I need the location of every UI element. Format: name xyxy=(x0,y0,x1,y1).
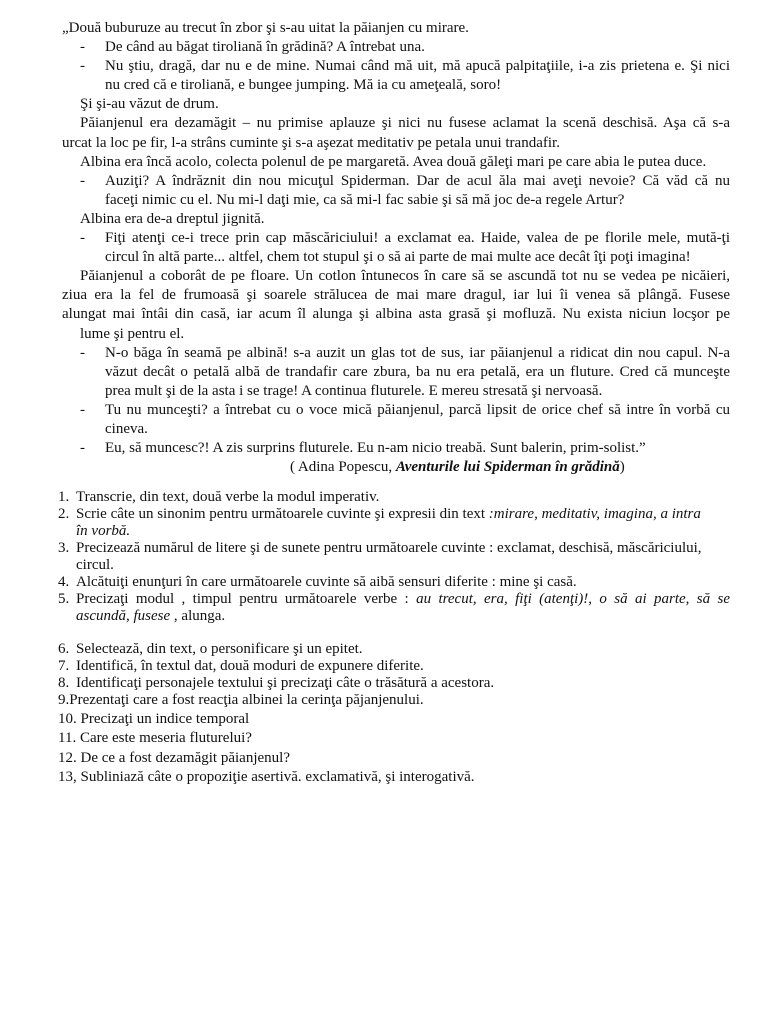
dialogue-text: Eu, să muncesc?! A zis surprins fluturele. Eu n-am nicio treabă. Sunt balerin, prim-solist.” xyxy=(105,440,646,457)
dialogue-text: Auziţi? A îndrăznit din nou micuţul Spiderman. Dar de acul ăla mai aveţi nevoie? Că văd că nu xyxy=(105,172,730,189)
question-number: 3. xyxy=(58,540,70,556)
dialogue-line xyxy=(62,57,730,76)
question-item: 13, Subliniază câte o propoziţie asertivă. exclamativă, şi interogativă. xyxy=(58,769,475,786)
question-item xyxy=(58,489,730,506)
dialogue-dash: - xyxy=(80,344,85,361)
dialogue-line xyxy=(62,172,730,191)
dialogue-continuation: circul în altă parte... altfel, chem tot stupul şi o să ai parte de mai multe ace decât îţi poţi imagina! xyxy=(105,249,691,266)
question-text: , alunga. xyxy=(170,608,226,624)
dialogue-text: Tu nu munceşti? a întrebat cu o voce mică păianjenul, parcă lipsit de orice chef să intre în vorbă cu xyxy=(105,401,730,418)
dialogue-text: De când au băgat tiroliană în grădină? A întrebat una. xyxy=(105,39,425,56)
question-number: 6. xyxy=(58,641,70,657)
questions-part-3 xyxy=(58,710,730,788)
question-number: 5. xyxy=(58,591,70,607)
dialogue-line xyxy=(62,401,730,420)
source-author: ( Adina Popescu, xyxy=(290,459,396,476)
question-item xyxy=(58,574,730,591)
question-item: 11. Care este meseria fluturelui? xyxy=(58,730,252,747)
question-continuation: circul. xyxy=(76,557,114,573)
questions-part-2 xyxy=(58,641,730,709)
story-line: ziua era la fel de frumoasă şi soarele strălucea de mai mare dragul, iar lui îi venea să plângă. Fusese xyxy=(62,287,730,304)
question-number: 1. xyxy=(58,489,70,505)
question-continuation xyxy=(58,523,730,540)
story-line: Şi şi-au văzut de drum. xyxy=(80,96,219,113)
story-line: Păianjenul era dezamăgit – nu primise aplauze şi nici nu fusese aclamat la scenă deschisă. Aşa că s-a xyxy=(80,115,730,132)
question-item xyxy=(58,658,730,675)
dialogue-continuation: prea mult şi de la asta i se trage! A continua fluturele. E mereu stresată şi nervoasă. xyxy=(105,382,603,399)
dialogue-line xyxy=(62,439,730,458)
questions-part-1 xyxy=(58,489,730,625)
question-item xyxy=(58,641,730,658)
dialogue-line xyxy=(62,229,730,248)
story-line: Albina era de-a dreptul jignită. xyxy=(80,210,265,227)
question-text: Alcătuiţi enunţuri în care următoarele cuvinte să aibă sensuri diferite : mine şi casă. xyxy=(76,574,577,590)
dialogue-continuation: cineva. xyxy=(105,420,148,437)
question-emphasis: ascundă, fusese xyxy=(76,608,171,624)
question-emphasis: au trecut, era, fiţi (atenţi)!, o să ai parte, să se xyxy=(416,591,730,607)
question-text: Precizaţi modul , timpul pentru următoarele verbe : xyxy=(76,591,417,607)
question-text: Identifică, în textul dat, două moduri de expunere diferite. xyxy=(76,658,424,674)
question-item xyxy=(58,591,730,608)
source-attribution xyxy=(62,458,730,477)
question-item xyxy=(58,506,730,523)
question-emphasis: :mirare, meditativ, imagina, a intra xyxy=(488,506,701,522)
question-number: 7. xyxy=(58,658,70,674)
question-item: 9.Prezentaţi care a fost reacţia albinei la cerinţa păjanjenului. xyxy=(58,692,424,708)
dialogue-dash: - xyxy=(80,172,85,189)
dialogue-dash: - xyxy=(80,39,85,56)
dialogue-line xyxy=(62,344,730,363)
question-continuation xyxy=(58,608,730,625)
dialogue-dash: - xyxy=(80,440,85,457)
story-line: lume şi pentru el. xyxy=(80,325,185,342)
question-text: Selectează, din text, o personificare şi un epitet. xyxy=(76,641,363,657)
book-title: Aventurile lui Spiderman în grădină xyxy=(395,459,620,476)
dialogue-text: Fiţi atenţi ce-i trece prin cap măscăriciului! a exclamat ea. Haide, valea de pe florile mele, mută-ţi xyxy=(105,230,730,247)
dialogue-line xyxy=(62,38,730,57)
question-item xyxy=(58,675,730,692)
question-number: 4. xyxy=(58,574,70,590)
story-line: alungat mai întâi din casă, iar acum îl alunga şi albina asta grasă şi mofluză. Nu exista niciun locşor pe xyxy=(62,306,730,323)
question-emphasis: în vorbă. xyxy=(76,523,131,539)
question-number: 2. xyxy=(58,506,70,522)
dialogue-continuation: văzut decât o petală albă de trandafir care zbura, ba nu era petală, era un fluture. Cred că munceşte xyxy=(105,363,730,380)
question-number: 8. xyxy=(58,675,70,691)
question-text: Precizează numărul de litere şi de sunete pentru următoarele cuvinte : exclamat, deschisă, măscăriciului, xyxy=(76,540,702,556)
dialogue-text: Nu ştiu, dragă, dar nu e de mine. Numai când mă uit, mă apucă palpitaţiile, i-a zis prietena e. Şi nici xyxy=(105,58,730,75)
story-line: Păianjenul a coborât de pe floare. Un cotlon întunecos în care să se ascundă tot nu se vedea pe nicăieri, xyxy=(80,268,730,285)
story-line: Albina era încă acolo, colecta polenul de pe margaretă. Avea două găleţi mari pe care abia le putea duce. xyxy=(80,153,707,170)
dialogue-dash: - xyxy=(80,58,85,75)
question-item: 12. De ce a fost dezamăgit păianjenul? xyxy=(58,749,290,766)
dialogue-continuation: faceţi nimic cu el. Nu mi-l daţi mie, ca să mi-l fac sabie şi să mă joc de-a regele Artur? xyxy=(105,191,625,208)
dialogue-dash: - xyxy=(80,401,85,418)
dialogue-text: N-o băga în seamă pe albină! s-a auzit un glas tot de sus, iar păianjenul a ridicat din nou capul. N-a xyxy=(105,344,730,361)
question-item: 10. Precizaţi un indice temporal xyxy=(58,710,250,727)
dialogue-continuation: nu cred că e tiroliană, e bungee jumping. Mă ia cu ameţeală, soro! xyxy=(105,77,502,94)
dialogue-dash: - xyxy=(80,230,85,247)
story-line: urcat la loc pe fir, l-a strâns cuminte şi s-a aşezat meditativ pe petala unui trandafir. xyxy=(62,134,560,151)
question-text: Scrie câte un sinonim pentru următoarele cuvinte şi expresii din text xyxy=(76,506,489,522)
story-line: „Două buburuze au trecut în zbor şi s-au uitat la păianjen cu mirare. xyxy=(62,20,469,36)
story-text xyxy=(62,19,730,477)
question-text: Identificaţi personajele textului şi precizaţi câte o trăsătură a acestora. xyxy=(76,675,495,691)
question-item xyxy=(58,540,730,557)
question-text: Transcrie, din text, două verbe la modul imperativ. xyxy=(76,489,380,505)
source-close: ) xyxy=(619,459,625,476)
